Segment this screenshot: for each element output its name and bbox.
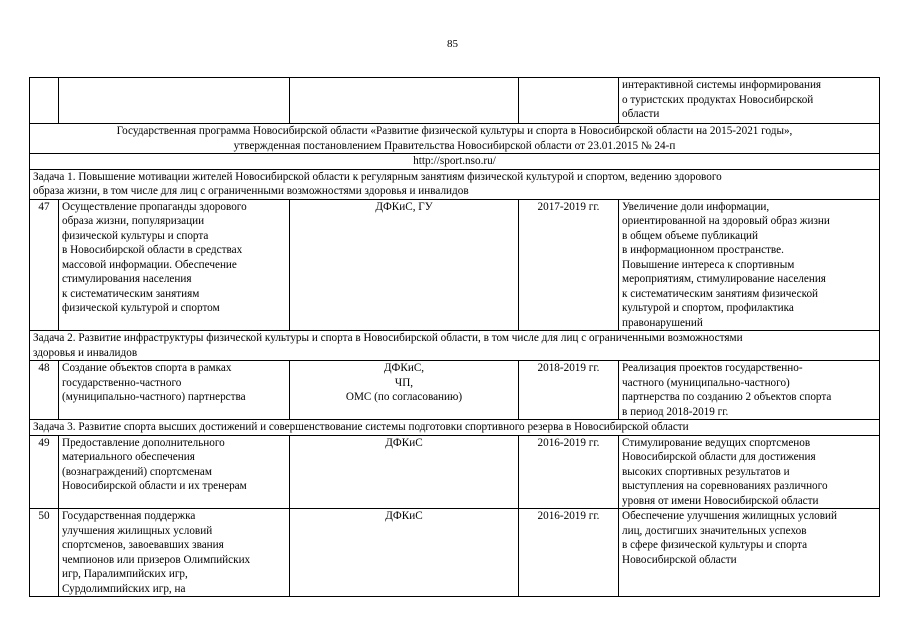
row-number: 48 <box>30 361 59 420</box>
cell-measure <box>59 435 290 509</box>
cell-num <box>30 78 59 124</box>
cell-period: 2017-2019 гг. <box>519 199 619 331</box>
cell-period: 2016-2019 гг. <box>519 435 619 509</box>
table-row <box>30 199 880 331</box>
cell-result <box>619 435 880 509</box>
task-1 <box>30 169 880 199</box>
measure-line: Создание объектов спорта в рамках <box>62 362 232 374</box>
cell-result <box>619 78 880 124</box>
task-line: здоровья и инвалидов <box>33 346 138 359</box>
result-line: в информационном пространстве. <box>622 244 784 256</box>
program-title-line: утвержденная постановлением Правительства Новосибирской области от 23.01.2015 № 24-п <box>233 139 676 152</box>
result-line: мероприятиям, стимулирование населения <box>622 273 826 285</box>
result-line: частного (муниципально-частного) <box>622 376 790 389</box>
task-2 <box>30 331 880 361</box>
measure-line: Сурдолимпийских игр, на <box>62 582 186 595</box>
task-line: образа жизни, в том числе для лиц с ограниченными возможностями здоровья и инвалидов <box>33 185 469 197</box>
executor-line: ДФКиС <box>385 436 423 449</box>
program-title <box>30 124 880 154</box>
result-line: в общем объеме публикаций <box>622 229 759 242</box>
cell-result <box>619 509 880 597</box>
measure-line: улучшения жилищных условий <box>62 524 213 537</box>
cell-period: 2018-2019 гг. <box>519 361 619 420</box>
task-row <box>30 420 880 436</box>
measure-line: в Новосибирской области в средствах <box>62 244 243 256</box>
result-line: правонарушений <box>622 316 703 329</box>
table-row <box>30 509 880 597</box>
result-line: в период 2018-2019 гг. <box>622 405 729 418</box>
table-row-continued <box>30 78 880 124</box>
result-line: Новосибирской области <box>622 553 737 566</box>
measure-line: государственно-частного <box>62 376 182 389</box>
cell-executor <box>290 199 519 331</box>
result-line: высоких спортивных результатов и <box>622 465 790 478</box>
result-line: Повышение интереса к спортивным <box>622 258 795 271</box>
table-row <box>30 435 880 509</box>
result-line: уровня от имени Новосибирской области <box>622 494 819 507</box>
result-line: Реализация проектов государственно- <box>622 362 803 374</box>
measure-line: физической культурой и спортом <box>62 302 220 314</box>
cell-measure <box>59 509 290 597</box>
measure-line: Предоставление дополнительного <box>62 436 225 449</box>
result-line: Стимулирование ведущих спортсменов <box>622 436 811 449</box>
task-line: Задача 1. Повышение мотивации жителей Новосибирской области к регулярным занятиям физической культурой и спортом, ведению здорового <box>33 170 722 183</box>
task-3 <box>30 420 880 436</box>
cell-period: 2016-2019 гг. <box>519 509 619 597</box>
executor-line: ЧП, <box>394 376 414 389</box>
measure-line: физической культуры и спорта <box>62 229 209 242</box>
result-line: Новосибирской области для достижения <box>622 451 816 463</box>
result-line: интерактивной системы информирования <box>622 79 822 91</box>
measure-line: образа жизни, популяризации <box>62 215 205 227</box>
cell-measure <box>59 361 290 420</box>
program-url-row <box>30 154 880 170</box>
measure-line: Государственная поддержка <box>62 510 196 522</box>
task-row <box>30 169 880 199</box>
program-table <box>29 77 880 597</box>
result-line: партнерства по созданию 2 объектов спорта <box>622 391 832 403</box>
program-title-row <box>30 124 880 154</box>
measure-line: к систематическим занятиям <box>62 287 200 300</box>
executor-line: ДФКиС, <box>383 362 425 374</box>
measure-line: массовой информации. Обеспечение <box>62 258 237 271</box>
task-row <box>30 331 880 361</box>
result-line: лиц, достигших значительных успехов <box>622 524 807 537</box>
measure-line: стимулирования населения <box>62 273 192 285</box>
executor-line: ДФКиС, ГУ <box>375 200 433 213</box>
executor-line: ОМС (по согласованию) <box>345 391 463 403</box>
cell-measure <box>59 78 290 124</box>
cell-measure <box>59 199 290 331</box>
cell-period <box>519 78 619 124</box>
result-line: ориентированной на здоровый образ жизни <box>622 215 830 227</box>
result-line: Увеличение доли информации, <box>622 200 770 213</box>
result-line: к систематическим занятиям физической <box>622 287 819 300</box>
result-line: в сфере физической культуры и спорта <box>622 539 808 551</box>
result-line: культурой и спортом, профилактика <box>622 302 794 314</box>
cell-executor <box>290 509 519 597</box>
cell-executor <box>290 78 519 124</box>
measure-line: спортсменов, завоевавших звания <box>62 539 224 551</box>
table-row <box>30 361 880 420</box>
cell-executor <box>290 361 519 420</box>
measure-line: Осуществление пропаганды здорового <box>62 200 247 213</box>
result-line: о туристских продуктах Новосибирской <box>622 93 814 106</box>
measure-line: (вознаграждений) спортсменам <box>62 465 212 478</box>
executor-line: ДФКиС <box>385 510 423 522</box>
measure-line: Новосибирской области и их тренерам <box>62 480 247 492</box>
row-number: 47 <box>30 199 59 331</box>
cell-result <box>619 199 880 331</box>
task-line: Задача 3. Развитие спорта высших достижений и совершенствование системы подготовки спортивного резерва в Новосибирской области <box>33 421 689 433</box>
measure-line: игр, Паралимпийских игр, <box>62 568 188 580</box>
program-url: http://sport.nso.ru/ <box>30 154 880 170</box>
measure-line: чемпионов или призеров Олимпийских <box>62 553 251 566</box>
result-line: выступления на соревнованиях различного <box>622 480 828 492</box>
result-line: области <box>622 108 660 120</box>
cell-executor <box>290 435 519 509</box>
task-line: Задача 2. Развитие инфраструктуры физической культуры и спорта в Новосибирской области, в том числе для лиц с ограниченными возможностями <box>33 332 743 344</box>
measure-line: (муниципально-частного) партнерства <box>62 391 246 403</box>
cell-result <box>619 361 880 420</box>
result-line: Обеспечение улучшения жилищных условий <box>622 510 838 522</box>
row-number: 49 <box>30 435 59 509</box>
row-number: 50 <box>30 509 59 597</box>
measure-line: материального обеспечения <box>62 451 195 463</box>
program-title-line: Государственная программа Новосибирской области «Развитие физической культуры и спорта в Новосибирской области на 2015-2021 годы», <box>116 125 793 137</box>
page-number: 85 <box>447 38 458 50</box>
